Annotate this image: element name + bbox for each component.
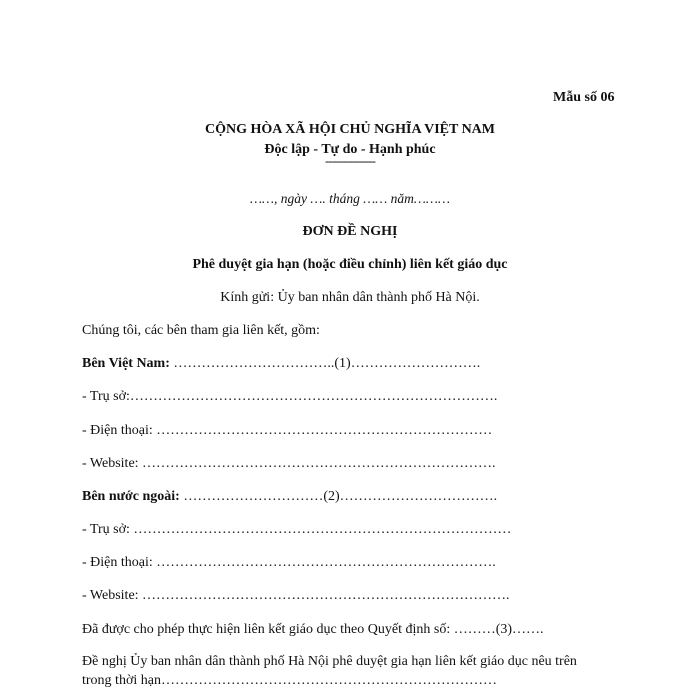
vietnam-party-line	[82, 356, 480, 372]
foreign-party-phone: - Điện thoại: ……………………………………………………………….	[82, 555, 496, 570]
vietnam-party-website: - Website: ………………………………………………………………….	[82, 456, 496, 471]
document-subtitle: Phê duyệt gia hạn (hoặc điều chỉnh) liên kết giáo dục	[192, 257, 508, 272]
intro-text: Chúng tôi, các bên tham gia liên kết, gồm:	[82, 323, 320, 338]
vietnam-party-label: Bên Việt Nam:	[82, 356, 170, 371]
document-title: ĐƠN ĐỀ NGHỊ	[302, 224, 398, 239]
motto-divider: ---------------	[325, 153, 375, 168]
foreign-party-line	[82, 489, 497, 505]
request-line-1: Đề nghị Ủy ban nhân dân thành phố Hà Nội phê duyệt gia hạn liên kết giáo dục nêu trên	[82, 654, 577, 669]
foreign-party-label: Bên nước ngoài:	[82, 489, 180, 504]
foreign-party-website: - Website: …………………………………………………………………….	[82, 588, 510, 603]
vietnam-party-phone: - Điện thoại: ………………………………………………………………	[82, 423, 493, 438]
form-number: Mẫu số 06	[553, 90, 615, 105]
foreign-party-fill: …………………………(2)…………………………….	[183, 489, 498, 504]
vietnam-party-fill: ……………………………..(1)……………………….	[173, 356, 481, 371]
vietnam-party-address: - Trụ sở:…………………………………………………………………….	[82, 389, 498, 404]
national-motto: Độc lập - Tự do - Hạnh phúc	[264, 142, 436, 157]
recipient-line: Kính gửi: Ủy ban nhân dân thành phố Hà Nội.	[220, 290, 480, 305]
foreign-party-address: - Trụ sở: ………………………………………………………………………	[82, 522, 512, 537]
permission-line: Đã được cho phép thực hiện liên kết giáo dục theo Quyết định số: ………(3)…….	[82, 622, 544, 637]
country-heading: CỘNG HÒA XÃ HỘI CHỦ NGHĨA VIỆT NAM	[204, 122, 495, 137]
date-line: ……, ngày …. tháng …… năm………	[250, 191, 450, 206]
request-line-2: trong thời hạn………………………………………………………………	[82, 673, 497, 688]
